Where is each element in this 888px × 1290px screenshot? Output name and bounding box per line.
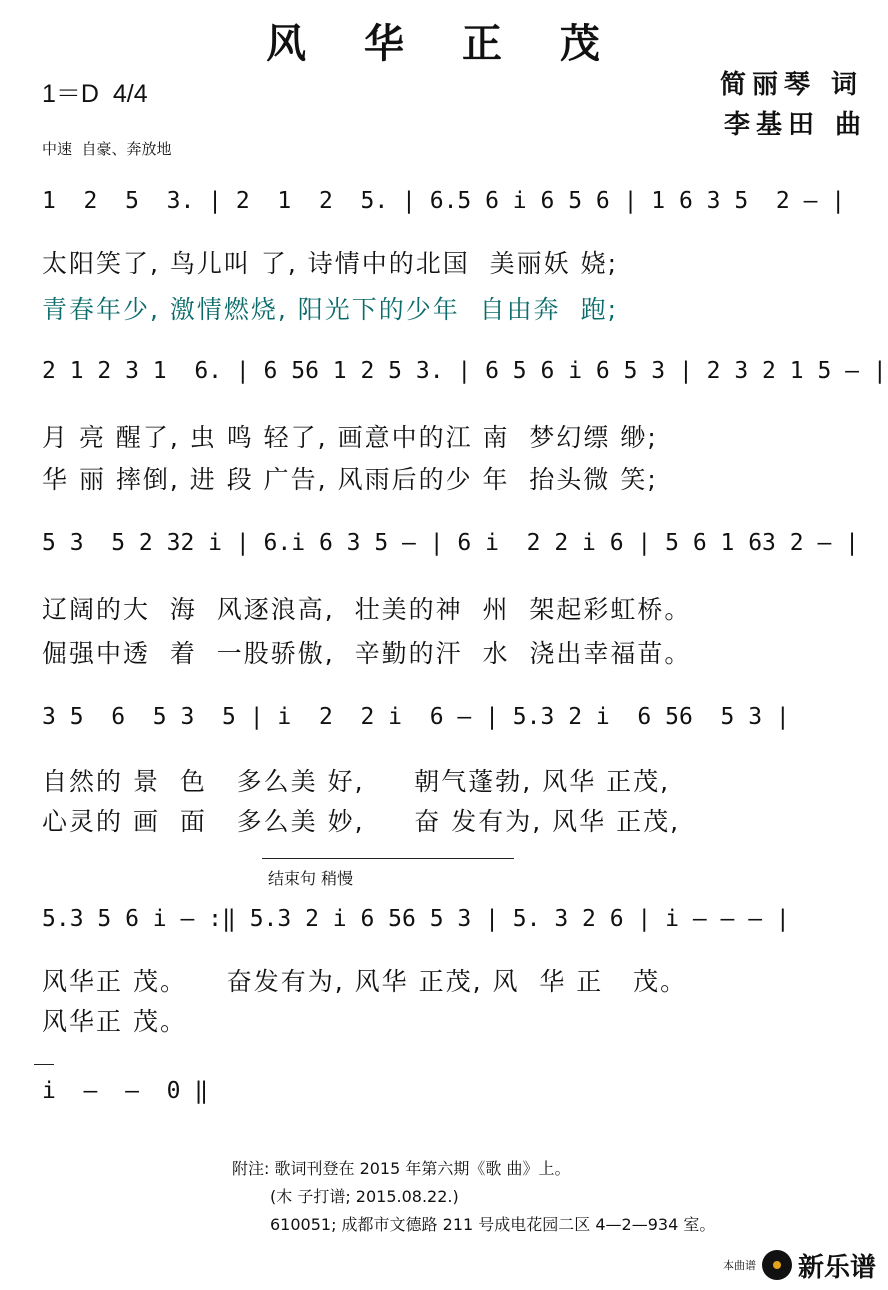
lyrics-line-4-verse-2: 心灵的 画 面 多么美 妙, 奋 发有为, 风华 正茂, bbox=[42, 807, 681, 836]
lyrics-line-1-verse-2: 青春年少, 激情燃烧, 阳光下的少年 自由奔 跑; bbox=[42, 295, 618, 324]
footer-typist: (木 子打谱; 2015.08.22.) bbox=[270, 1187, 459, 1206]
notation-line-3: 5 3 5 2 32 i | 6.i 6 3 5 – | 6 i 2 2 i 6 | 5 6 1 63 2 – | bbox=[42, 530, 859, 556]
tie-mark bbox=[34, 1064, 54, 1065]
lyrics-line-2-verse-1: 月 亮 醒了, 虫 鸣 轻了, 画意中的江 南 梦幻缥 缈; bbox=[42, 423, 658, 452]
composer-credit: 李基田 曲 bbox=[724, 110, 868, 140]
tempo-marking: 中速 自豪、奔放地 bbox=[42, 140, 172, 158]
record-disc-icon bbox=[762, 1250, 792, 1280]
ending-annotation: 结束句 稍慢 bbox=[268, 869, 354, 888]
lyrics-line-4-verse-1: 自然的 景 色 多么美 好, 朝气蓬勃, 风华 正茂, bbox=[42, 767, 671, 796]
notation-line-6: i – – 0 ‖ bbox=[42, 1078, 209, 1104]
logo-name: 新乐谱 bbox=[797, 1252, 876, 1283]
lyrics-line-5-verse-1: 风华正 茂。 奋发有为, 风华 正茂, 风 华 正 茂。 bbox=[42, 967, 688, 996]
lyrics-line-3-verse-1: 辽阔的大 海 风逐浪高, 壮美的神 州 架起彩虹桥。 bbox=[42, 595, 692, 624]
lyricist-credit: 简丽琴 词 bbox=[720, 70, 864, 100]
notation-line-1: 1 2 5 3. | 2 1 2 5. | 6.5 6 i 6 5 6 | 1 6 3 5 2 – | bbox=[42, 188, 846, 214]
notation-line-2: 2 1 2 3 1 6. | 6 56 1 2 5 3. | 6 5 6 i 6 5 3 | 2 3 2 1 5 – | bbox=[42, 358, 887, 384]
lyrics-line-3-verse-2: 倔强中透 着 一股骄傲, 辛勤的汗 水 浇出幸福苗。 bbox=[42, 639, 692, 668]
key-signature: 1＝D 4/4 bbox=[42, 80, 148, 108]
site-logo bbox=[723, 1248, 876, 1282]
footer-address: 610051; 成都市文德路 211 号成电花园二区 4—2—934 室。 bbox=[270, 1215, 716, 1234]
ending-bracket bbox=[262, 858, 514, 859]
lyrics-line-2-verse-2: 华 丽 摔倒, 进 段 广告, 风雨后的少 年 抬头微 笑; bbox=[42, 465, 658, 494]
page-title: 风 华 正 茂 bbox=[266, 20, 622, 67]
lyrics-line-1-verse-1: 太阳笑了, 鸟儿叫 了, 诗情中的北国 美丽妖 娆; bbox=[42, 249, 618, 278]
notation-line-5: 5.3 5 6 i – :‖ 5.3 2 i 6 56 5 3 | 5. 3 2 6 | i – – – | bbox=[42, 906, 790, 932]
logo-prefix: 本曲谱 bbox=[722, 1259, 756, 1272]
footer-note: 附注: 歌词刊登在 2015 年第六期《歌 曲》上。 bbox=[232, 1159, 571, 1178]
notation-line-4: 3 5 6 5 3 5 | i 2 2 i 6 – | 5.3 2 i 6 56 5 3 | bbox=[42, 704, 790, 730]
lyrics-line-5-verse-2: 风华正 茂。 bbox=[42, 1007, 187, 1036]
